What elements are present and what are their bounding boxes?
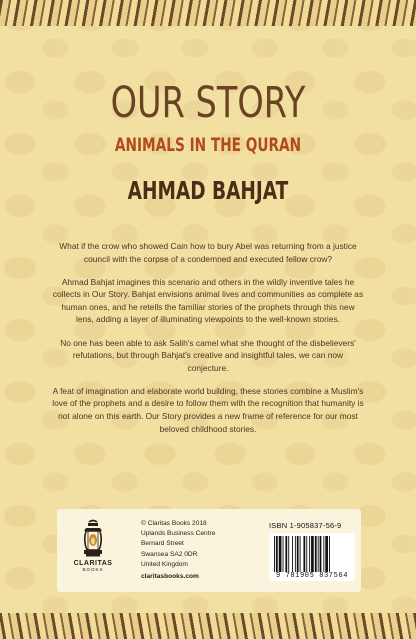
top-border-pattern bbox=[0, 0, 416, 26]
barcode-digits: 9 781905 837564 bbox=[275, 572, 348, 580]
barcode bbox=[269, 533, 355, 581]
logo-name: CLARITAS bbox=[73, 560, 113, 567]
address-line: United Kingdom bbox=[141, 560, 188, 568]
bottom-border-pattern bbox=[0, 613, 416, 639]
book-subtitle: ANIMALS IN THE QURAN bbox=[114, 134, 302, 156]
barcode-icon bbox=[274, 536, 350, 572]
author-name: AHMAD BAHJAT bbox=[127, 176, 289, 205]
book-title: OUR STORY bbox=[110, 78, 306, 128]
address-line: Swansea SA2 0DR bbox=[141, 550, 198, 558]
isbn-label: ISBN 1-905837-56-9 bbox=[269, 521, 342, 530]
blurb-paragraph: No one has been able to ask Salih's camel what she thought of the disbelievers' refutations, but through Bahjat's creative and insightful tales, we can now conjecture. bbox=[60, 337, 356, 373]
address-line: Uplands Business Centre bbox=[141, 530, 216, 538]
lantern-icon bbox=[80, 519, 106, 559]
address-line: Bernard Street bbox=[141, 540, 184, 548]
blurb-paragraph: Ahmad Bahjat imagines this scenario and others in the wildly inventive tales he collects in Our Story. Bahjat envisions animal lives and communities as complete as human ones, and he retells the familiar stories of the prophets through this new lens, adding a layer of illuminating viewpoints to the well-known stories. bbox=[52, 276, 364, 325]
blurb-paragraph: A feat of imagination and elaborate world building, these stories combine a Muslim's love of the prophets and a desire to follow them with the recognition that humanity is not alone on this earth. Our Story provides a new frame of reference for our most beloved childhood stories. bbox=[52, 385, 364, 434]
imprint-box bbox=[57, 509, 361, 592]
publisher-website[interactable]: claritasbooks.com bbox=[141, 573, 199, 581]
address-line: © Claritas Books 2018 bbox=[141, 520, 207, 527]
blurb-paragraph: What if the crow who showed Cain how to bury Abel was returning from a justice council with the corpse of a condemned and executed fellow crow? bbox=[59, 241, 357, 264]
logo-subtext: BOOKS bbox=[82, 567, 104, 572]
blurb-text bbox=[52, 240, 364, 446]
publisher-address bbox=[141, 519, 261, 582]
publisher-logo bbox=[67, 519, 119, 585]
